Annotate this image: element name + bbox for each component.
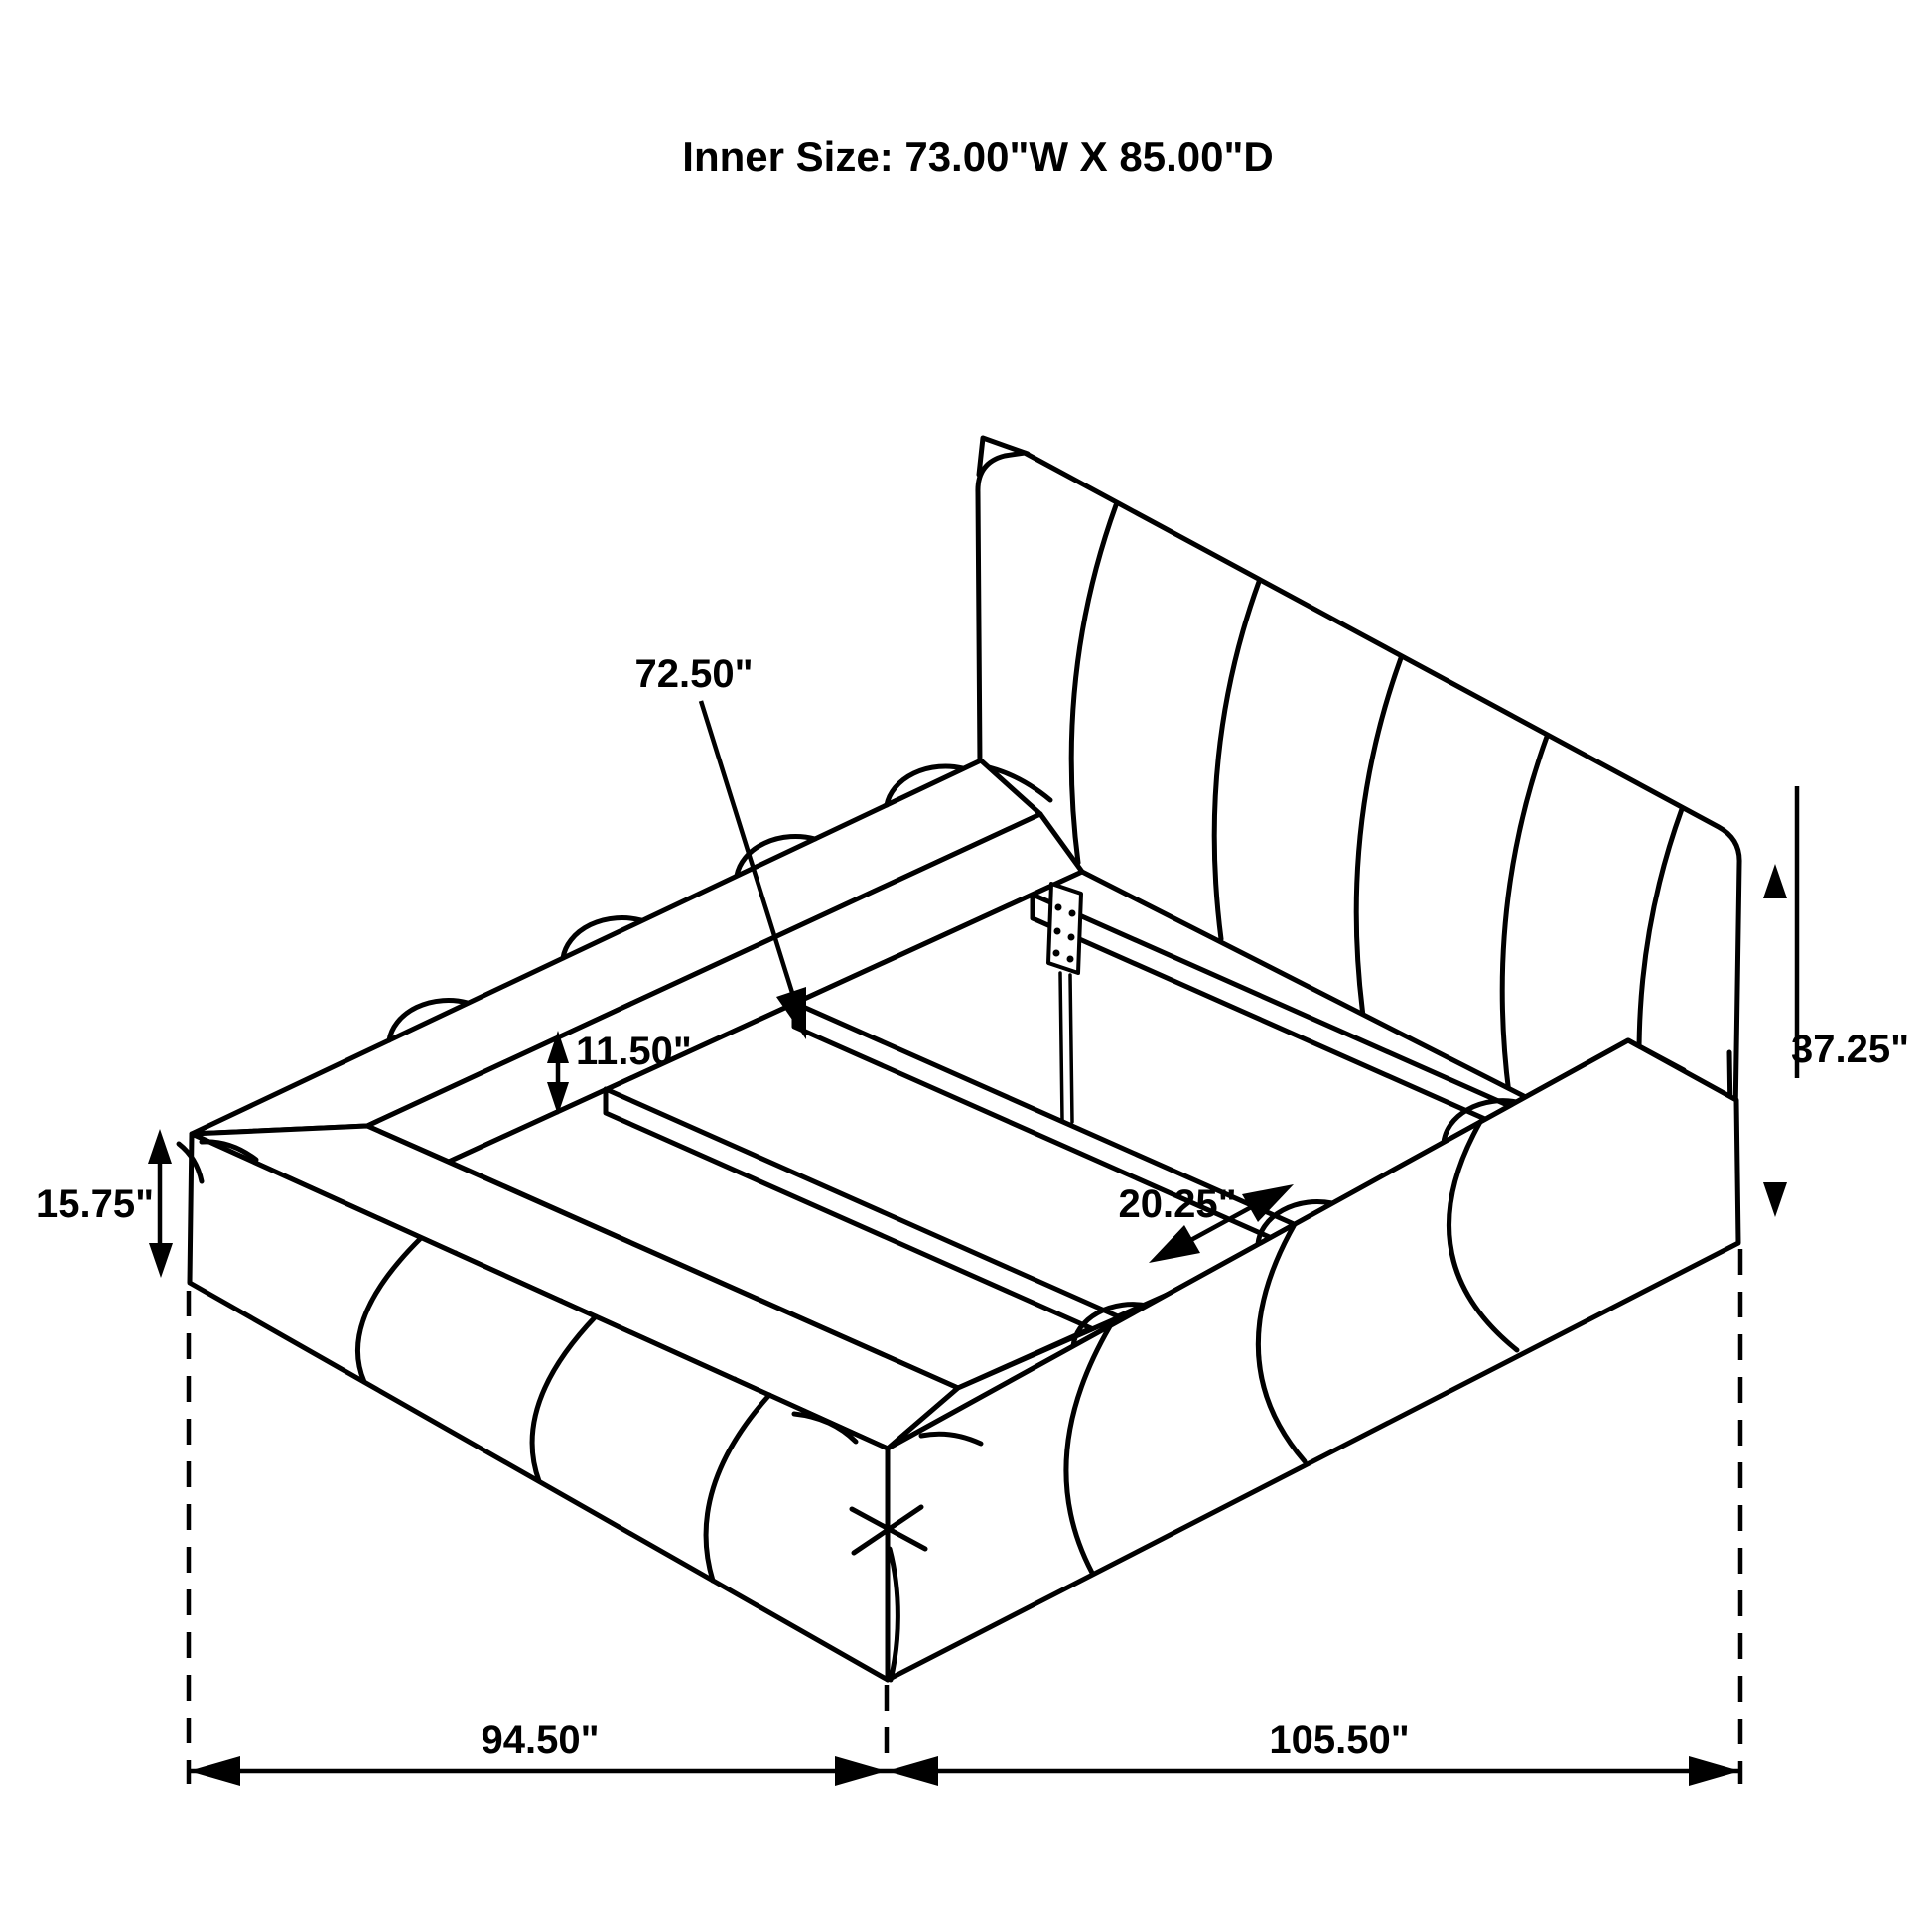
center-rail-edge — [1070, 975, 1072, 1122]
arrow-up-icon — [1763, 864, 1787, 898]
dim-floor-span-left — [189, 1719, 887, 1786]
page-title: Inner Size: 73.00"W X 85.00"D — [682, 133, 1274, 180]
bracket-hole — [1069, 910, 1076, 917]
dim-label-rail-width: 20.25" — [1118, 1182, 1237, 1226]
center-rail-bracket — [1048, 884, 1081, 973]
arrow-left-icon — [887, 1756, 938, 1786]
arrow-left-icon — [189, 1756, 240, 1786]
dim-headboard-height — [1763, 786, 1909, 1217]
bracket-hole — [1053, 950, 1060, 957]
dim-floor-span-right — [887, 1719, 1740, 1786]
bracket-hole — [1054, 928, 1061, 935]
arrow-down-icon — [149, 1243, 173, 1278]
bracket-hole — [1068, 934, 1075, 941]
dim-label-floor-span-left: 94.50" — [481, 1719, 600, 1762]
dim-label-inner-rail-height: 11.50" — [576, 1030, 692, 1073]
center-rail-edge — [1060, 973, 1062, 1120]
arrow-right-icon — [835, 1756, 887, 1786]
bracket-hole — [1055, 904, 1062, 911]
dim-label-base-height: 15.75" — [36, 1182, 155, 1226]
bracket-plate — [1048, 884, 1081, 973]
bracket-hole — [1067, 956, 1074, 963]
dim-base-height — [36, 1129, 173, 1278]
dim-label-slat-length: 72.50" — [634, 652, 754, 696]
arrow-up-icon — [148, 1129, 172, 1164]
dim-label-floor-span-right: 105.50" — [1269, 1719, 1410, 1762]
dim-label-headboard-height: 37.25" — [1791, 1028, 1910, 1071]
arrow-down-icon — [1763, 1182, 1787, 1217]
arrow-right-icon — [1689, 1756, 1740, 1786]
